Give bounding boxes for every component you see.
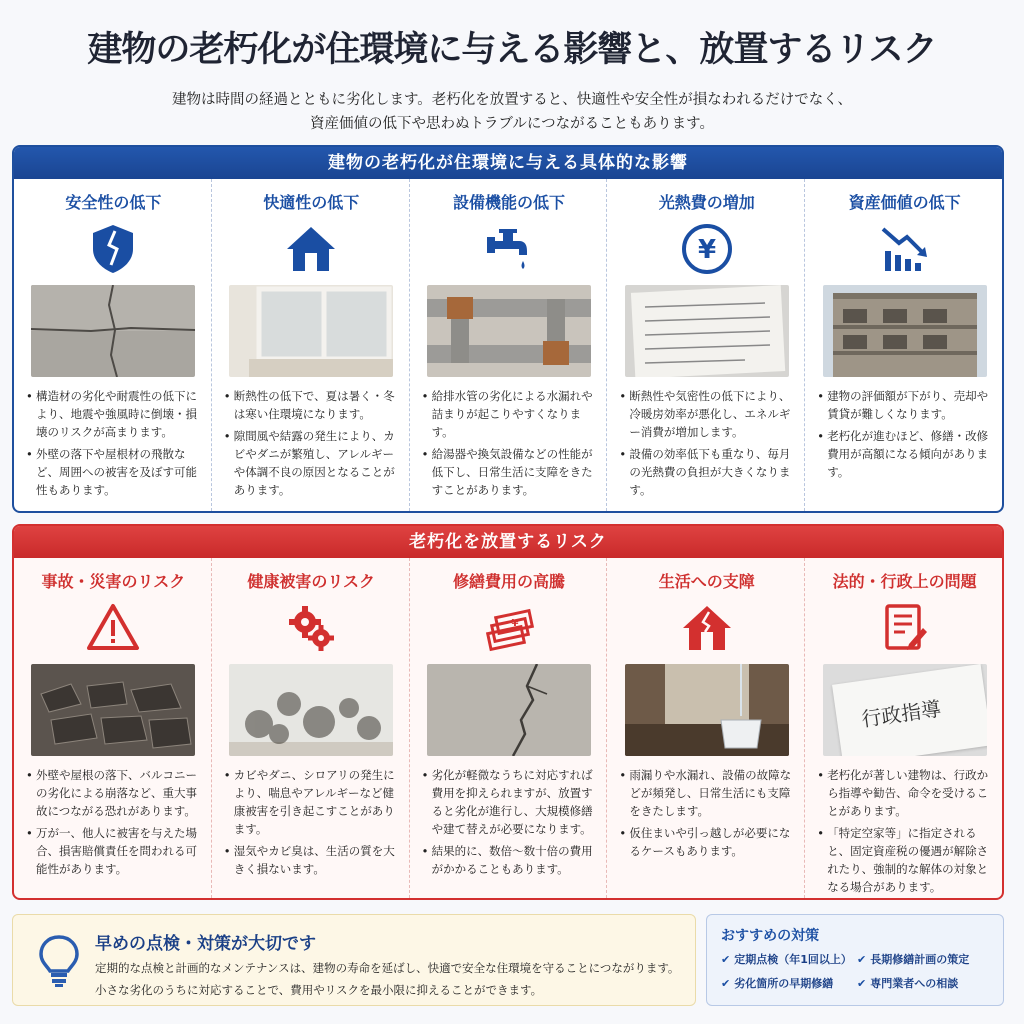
tip-line: 定期的な点検と計画的なメンテナンスは、建物の寿命を延ばし、快適で安全な住環境を守ることにつながります。: [95, 961, 680, 975]
risk-title: 健康被害のリスク: [247, 572, 376, 591]
risk-bullet: • 外壁や屋根の落下、バルコニーの劣化による崩落など、重大事故につながる恐れがあります。: [26, 766, 201, 820]
page-title: 建物の老朽化が住環境に与える影響と、放置するリスク: [87, 30, 937, 70]
check-icon: ✔: [857, 953, 867, 966]
check-icon: ✔: [721, 953, 731, 966]
risk-title: 法的・行政上の問題: [832, 572, 977, 591]
impact-title: 快適性の低下: [263, 193, 360, 212]
risk-section-heading: 老朽化を放置するリスク: [14, 526, 1002, 558]
svg-text:¥: ¥: [697, 235, 716, 265]
light-bulb-icon: [37, 933, 81, 989]
impact-title: 設備機能の低下: [452, 193, 565, 212]
recommend-item: [721, 975, 857, 991]
leak-bucket-photo: [625, 664, 789, 756]
impact-section: [12, 145, 1004, 513]
impact-title: 資産価値の低下: [848, 193, 961, 212]
impact-section-heading: 建物の老朽化が住環境に与える具体的な影響: [14, 147, 1002, 179]
impact-bullet: • 老朽化が進むほど、修繕・改修費用が高額になる傾向があります。: [817, 427, 992, 481]
tip-title: 早めの点検・対策が大切です: [95, 934, 316, 954]
risk-bullet: • 「特定空家等」に指定されると、固定資産税の優遇が解除されたり、強制的な解体の対象となる場合があります。: [817, 824, 992, 896]
money-stack-icon: [481, 600, 537, 656]
risk-title: 生活への支障: [658, 572, 755, 591]
yen-coin-icon: [679, 221, 735, 277]
document-icon: [877, 600, 933, 656]
risk-accident: [14, 558, 211, 898]
intro-line: 資産価値の低下や思わぬトラブルにつながることもあります。: [310, 116, 714, 132]
broken-roof-tiles-photo: [31, 664, 195, 756]
house-icon: [283, 221, 339, 277]
intro-line: 建物は時間の経過とともに劣化します。老朽化を放置すると、快適性や安全性が損なわれるだけでなく、: [171, 92, 853, 108]
impact-bullet: • 設備の効率低下も重なり、毎月の光熱費の負担が大きくなります。: [619, 445, 794, 499]
faucet-icon: [481, 221, 537, 277]
impact-comfort: [211, 179, 409, 511]
recommend-item: [721, 951, 857, 967]
recommend-label: 定期点検（年1回以上）: [734, 953, 852, 966]
house-damage-icon: [679, 600, 735, 656]
recommend-item: [857, 951, 997, 967]
notice-text: 行政指導: [859, 696, 943, 732]
risk-legal: [804, 558, 1002, 898]
warning-triangle-icon: [85, 600, 141, 656]
intro-text: [0, 88, 1024, 136]
cracked-concrete-photo: [31, 285, 195, 377]
risk-bullet: • 劣化が軽微なうちに対応すれば費用を抑えられますが、放置すると劣化が進行し、大規模修繕や建て替えが必要になります。: [422, 766, 597, 838]
risk-section: [12, 524, 1004, 900]
risk-bullet: • カビやダニ、シロアリの発生により、喘息やアレルギーなど健康被害を引き起こすことがあります。: [224, 766, 399, 838]
svg-text:¥: ¥: [511, 618, 519, 629]
check-icon: ✔: [857, 977, 867, 990]
recommend-title: おすすめの対策: [721, 928, 820, 944]
mold-wall-photo: [229, 664, 393, 756]
impact-bullet: • 断熱性の低下で、夏は暑く・冬は寒い住環境になります。: [224, 387, 399, 423]
risk-daily-life: [606, 558, 804, 898]
impact-title: 安全性の低下: [65, 193, 162, 212]
risk-bullet: • 老朽化が著しい建物は、行政から指導や勧告、命令を受けることがあります。: [817, 766, 992, 820]
impact-bullet: • 給排水管の劣化による水漏れや詰まりが起こりやすくなります。: [422, 387, 597, 441]
official-notice-photo: [823, 664, 987, 756]
risk-bullet: • 結果的に、数倍〜数十倍の費用がかかることもあります。: [422, 842, 597, 878]
recommend-item: [857, 975, 997, 991]
risk-title: 事故・災害のリスク: [41, 572, 186, 591]
gears-icon: [283, 600, 339, 656]
impact-title: 光熱費の増加: [658, 193, 755, 212]
impact-bullet: • 外壁の落下や屋根材の飛散など、周囲への被害を及ぼす可能性もあります。: [26, 445, 201, 499]
broken-shield-icon: [85, 221, 141, 277]
risk-bullet: • 湿気やカビ臭は、生活の質を大きく損ないます。: [224, 842, 399, 878]
recommend-label: 劣化箇所の早期修繕: [734, 977, 834, 990]
cracked-wall-photo: [427, 664, 591, 756]
risk-title: 修繕費用の高騰: [452, 572, 565, 591]
utility-bill-photo: [625, 285, 789, 377]
recommend-label: 専門業者への相談: [870, 977, 959, 990]
impact-bullet: • 断熱性や気密性の低下により、冷暖房効率が悪化し、エネルギー消費が増加します。: [619, 387, 794, 441]
recommend-box: [706, 914, 1004, 1006]
declining-chart-icon: [877, 221, 933, 277]
risk-health: [211, 558, 409, 898]
check-icon: ✔: [721, 977, 731, 990]
old-apartment-photo: [823, 285, 987, 377]
tip-text: [95, 957, 679, 1001]
impact-utility-cost: [606, 179, 804, 511]
impact-bullet: • 給湯器や換気設備などの性能が低下し、日常生活に支障をきたすことがあります。: [422, 445, 597, 499]
impact-bullet: • 建物の評価額が下がり、売却や賃貸が難しくなります。: [817, 387, 992, 423]
rusty-pipes-photo: [427, 285, 591, 377]
risk-bullet: • 万が一、他人に被害を与えた場合、損害賠償責任を問われる可能性があります。: [26, 824, 201, 878]
recommend-label: 長期修繕計画の策定: [870, 953, 970, 966]
impact-equipment: [409, 179, 607, 511]
risk-bullet: • 仮住まいや引っ越しが必要になるケースもあります。: [619, 824, 794, 860]
impact-safety: [14, 179, 211, 511]
risk-bullet: • 雨漏りや水漏れ、設備の故障などが頻発し、日常生活にも支障をきたします。: [619, 766, 794, 820]
condensation-window-photo: [229, 285, 393, 377]
tip-line: 小さな劣化のうちに対応することで、費用やリスクを最小限に抑えることができます。: [95, 983, 543, 997]
impact-bullet: • 隙間風や結露の発生により、カビやダニが繁殖し、アレルギーや体調不良の原因となることがあります。: [224, 427, 399, 499]
tip-box: [12, 914, 696, 1006]
risk-repair-cost: [409, 558, 607, 898]
impact-bullet: • 構造材の劣化や耐震性の低下により、地震や強風時に倒壊・損壊のリスクが高まります。: [26, 387, 201, 441]
impact-asset-value: [804, 179, 1002, 511]
